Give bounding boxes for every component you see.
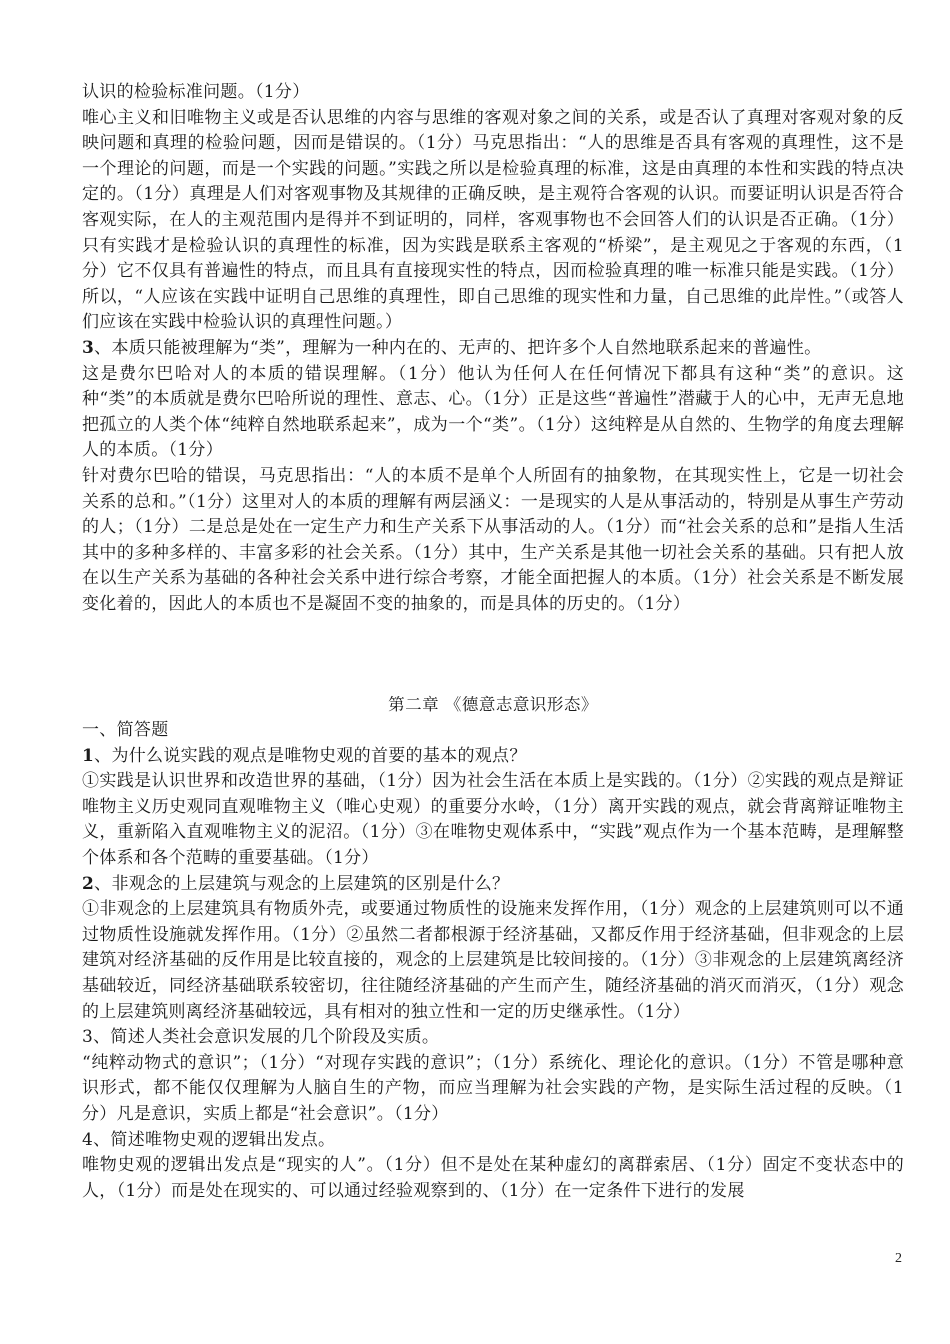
chapter-question-2-answer: ①非观念的上层建筑具有物质外壳，或要通过物质性的设施来发挥作用，（1分）观念的上层建筑则可以不通过物质性设施就发挥作用。（1分）②虽然二者都根源于经济基础，又都反作用于经济基础，但非观念的上层建筑对经济基础的反作用是比较直接的，观念的上层建筑是比较间接的。（1分）③非观念的上层建筑离经济基础较近，同经济基础联系较密切，往往随经济基础的产生而产生，随经济基础的消灭而消灭，（1分）观念的上层建筑则离经济基础较远，具有相对的独立性和一定的历史继承性。（1分） — [82, 899, 904, 1022]
part-title: 一、简答题 — [82, 720, 169, 741]
document-page — [82, 80, 904, 1204]
question-3-answer-1: 这是费尔巴哈对人的本质的错误理解。（1分）他认为任何人在任何情况下都具有这种“类”的意识。这种“类”的本质就是费尔巴哈所说的理性、意志、心。（1分）正是这些“普遍性”潜藏于人的心中，无声无息地把孤立的人类个体“纯粹自然地联系起来”，成为一个“类”。（1分）这纯粹是从自然的、生物学的角度去理解人的本质。（1分） — [82, 363, 904, 461]
chapter-question-3-answer: “纯粹动物式的意识”；（1分）“对现存实践的意识”；（1分）系统化、理论化的意识。（1分）不管是哪种意识形式，都不能仅仅理解为人脑自生的产物，而应当理解为社会实践的产物，是实际生活过程的反映。（1分）凡是意识，实质上都是“社会意识”。（1分） — [82, 1052, 904, 1124]
question-3-number: 3 — [82, 337, 95, 358]
chapter-question-1-heading — [82, 744, 904, 770]
continued-paragraph-2: 唯心主义和旧唯物主义或是否认思维的内容与思维的客观对象之间的关系，或是否认了真理对客观对象的反映问题和真理的检验问题，因而是错误的。（1分）马克思指出：“人的思维是否具有客观的真理性，这不是一个理论的问题，而是一个实践的问题。”实践之所以是检验真理的标准，这是由真理的本性和实践的特点决定的。（1分）真理是人们对客观事物及其规律的正确反映，是主观符合客观的认识。而要证明认识是否符合客观实际，在人的主观范围内是得并不到证明的，同样，客观事物也不会回答人们的认识是否正确。（1分）只有实践才是检验认识的真理性的标准，因为实践是联系主客观的“桥梁”，是主观见之于客观的东西，（1分）它不仅具有普遍性的特点，而且具有直接现实性的特点，因而检验真理的唯一标准只能是实践。（1分）所以，“人应该在实践中证明自己思维的真理性，即自己思维的现实性和力量，自己思维的此岸性。”（或答人们应该在实践中检验认识的真理性问题。） — [82, 107, 904, 333]
chapter-question-2-number: 2 — [82, 873, 95, 894]
chapter-question-4-heading: 4、简述唯物史观的逻辑出发点。 — [82, 1129, 336, 1150]
chapter-question-1-answer: ①实践是认识世界和改造世界的基础，（1分）因为社会生活在本质上是实践的。（1分）②实践的观点是辩证唯物主义历史观同直观唯物主义（唯心史观）的重要分水岭，（1分）离开实践的观点，就会背离辩证唯物主义，重新陷入直观唯物主义的泥沼。（1分）③在唯物史观体系中，“实践”观点作为一个基本范畴，是理解整个体系和各个范畴的重要基础。（1分） — [82, 771, 904, 869]
question-3-heading — [82, 336, 904, 362]
page-number: 2 — [895, 1251, 902, 1266]
chapter-question-4-answer: 唯物史观的逻辑出发点是“现实的人”。（1分）但不是处在某种虚幻的离群索居、（1分）固定不变状态中的人，（1分）而是处在现实的、可以通过经验观察到的、（1分）在一定条件下进行的发展 — [82, 1155, 904, 1201]
chapter-question-2-heading — [82, 872, 904, 898]
question-3-title: 、本质只能被理解为“类”，理解为一种内在的、无声的、把许多个人自然地联系起来的普遍性。 — [94, 337, 822, 358]
chapter-question-1-number: 1 — [82, 745, 95, 766]
continued-paragraph-1: 认识的检验标准问题。（1分） — [82, 82, 310, 102]
chapter-question-1-title: 、为什么说实践的观点是唯物史观的首要的基本的观点？ — [94, 745, 527, 766]
chapter-question-3-heading: 3、简述人类社会意识发展的几个阶段及实质。 — [82, 1027, 440, 1048]
chapter-title: 第二章 《德意志意识形态》 — [388, 695, 598, 715]
chapter-question-2-title: 、非观念的上层建筑与观念的上层建筑的区别是什么？ — [94, 873, 510, 894]
question-3-answer-2: 针对费尔巴哈的错误，马克思指出：“人的本质不是单个人所固有的抽象物，在其现实性上，它是一切社会关系的总和。”（1分）这里对人的本质的理解有两层涵义：一是现实的人是从事活动的，特别是从事生产劳动的人；（1分）二是总是处在一定生产力和生产关系下从事活动的人。（1分）而“社会关系的总和”是指人生活其中的多种多样的、丰富多彩的社会关系。（1分）其中，生产关系是其他一切社会关系的基础。只有把人放在以生产关系为基础的各种社会关系中进行综合考察，才能全面把握人的本质。（1分）社会关系是不断发展变化着的，因此人的本质也不是凝固不变的抽象的，而是具体的历史的。（1分） — [82, 465, 904, 614]
